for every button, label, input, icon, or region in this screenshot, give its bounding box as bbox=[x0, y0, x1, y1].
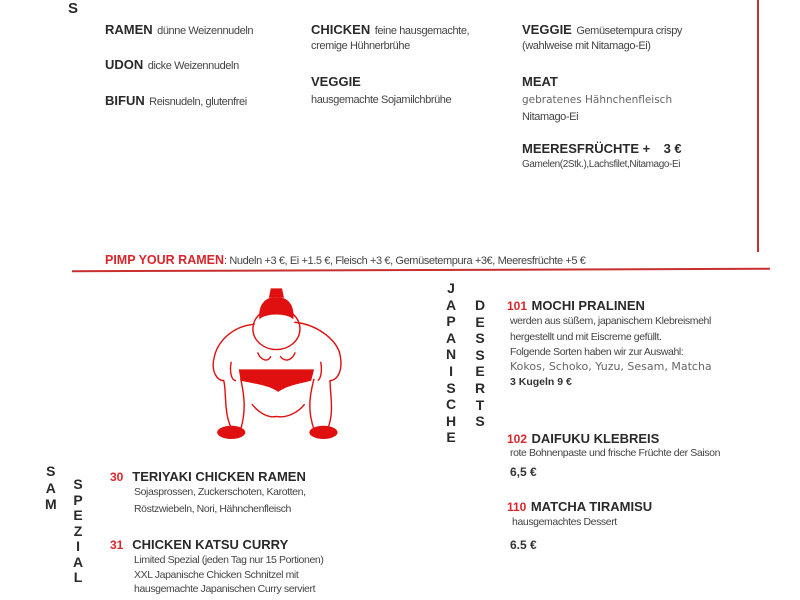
pimp-your-ramen bbox=[105, 251, 585, 269]
specials-heading-sam bbox=[45, 463, 57, 513]
item-desc: rote Bohnenpaste und frische Früchte der Saison bbox=[510, 447, 721, 459]
heading-letter: C bbox=[446, 396, 457, 413]
heading-letter: I bbox=[76, 538, 80, 554]
specials-heading-spezial bbox=[73, 477, 83, 586]
item-number: 30 bbox=[110, 470, 124, 484]
item-number: 101 bbox=[507, 299, 528, 313]
item-number: 102 bbox=[507, 432, 528, 446]
item-desc: hausgemachte Japanischen Curry serviert bbox=[134, 583, 316, 595]
pimp-label: PIMP YOUR RAMEN bbox=[105, 253, 225, 267]
heading-letter: H bbox=[446, 412, 457, 429]
desserts-heading-japanische bbox=[446, 280, 456, 446]
item-flavors: Kokos, Schoko, Yuzu, Sesam, Matcha bbox=[510, 360, 712, 373]
dessert-title-101 bbox=[507, 297, 645, 315]
item-desc: (wahlweise mit Nitamago-Ei) bbox=[522, 40, 651, 52]
item-name: CHICKEN KATSU CURRY bbox=[132, 537, 289, 552]
noodle-item-ramen bbox=[105, 21, 253, 39]
item-price: 6.5 € bbox=[510, 538, 537, 552]
heading-letter: A bbox=[45, 479, 56, 496]
item-desc: dünne Weizennudeln bbox=[157, 25, 254, 37]
item-number: 110 bbox=[507, 500, 527, 514]
heading-letter: S bbox=[446, 379, 456, 396]
item-name: MEERESFRÜCHTE + bbox=[522, 141, 651, 156]
section-heading-letter: S bbox=[68, 0, 79, 17]
heading-letter: Z bbox=[73, 522, 83, 539]
item-desc: Sojasprossen, Zuckerschoten, Karotten, bbox=[134, 486, 306, 498]
broth-item-chicken bbox=[311, 21, 469, 39]
item-desc: hausgemachtes Dessert bbox=[512, 516, 617, 528]
item-desc: hausgemachte Sojamilchbrühe bbox=[311, 94, 452, 106]
heading-letter: J bbox=[447, 280, 455, 296]
heading-letter: A bbox=[446, 329, 457, 346]
heading-letter: S bbox=[475, 346, 485, 363]
heading-letter: L bbox=[73, 569, 83, 585]
item-desc: hergestellt und mit Eiscreme gefüllt. bbox=[510, 331, 662, 343]
heading-letter: T bbox=[475, 396, 485, 413]
heading-letter: E bbox=[446, 429, 456, 446]
item-desc: Reisnudeln, glutenfrei bbox=[149, 96, 247, 108]
topping-item-veggie bbox=[522, 21, 682, 39]
special-title-30 bbox=[110, 468, 306, 486]
item-price: 3 € bbox=[663, 141, 682, 156]
item-desc: dicke Weizennudeln bbox=[147, 60, 239, 72]
item-desc: Folgende Sorten haben wir zur Auswahl: bbox=[510, 346, 684, 358]
heading-letter: P bbox=[446, 313, 456, 330]
pimp-text: : Nudeln +3 €, Ei +1.5 €, Fleisch +3 €, Gemüsetempura +3€, Meeresfrüchte +5 € bbox=[224, 255, 586, 267]
heading-letter: E bbox=[73, 507, 83, 523]
item-desc: Gemüsetempura crispy bbox=[576, 25, 683, 37]
heading-letter: A bbox=[73, 553, 84, 570]
item-desc: Limited Spezial (jeden Tag nur 15 Portionen) bbox=[134, 554, 324, 566]
item-name: DAIFUKU KLEBREIS bbox=[531, 431, 660, 446]
sumo-wrestler-illustration bbox=[203, 284, 363, 449]
item-name: BIFUN bbox=[105, 93, 145, 108]
item-name: CHICKEN bbox=[311, 22, 371, 37]
heading-letter: I bbox=[449, 362, 453, 379]
desserts-heading-desserts bbox=[475, 297, 485, 430]
item-name: UDON bbox=[105, 57, 144, 72]
item-number: 31 bbox=[110, 538, 124, 552]
item-name: VEGGIE bbox=[522, 22, 572, 37]
item-price: 3 Kugeln 9 € bbox=[510, 376, 572, 388]
broth-item-veggie: VEGGIE bbox=[311, 74, 361, 89]
heading-letter: D bbox=[475, 297, 486, 313]
topping-item-meat: MEAT bbox=[522, 74, 558, 89]
noodle-item-bifun bbox=[105, 92, 247, 110]
item-desc: gebratenes Hähnchenfleisch bbox=[522, 94, 673, 106]
heading-letter: N bbox=[446, 346, 457, 363]
frame-right-border bbox=[757, 0, 759, 252]
heading-letter: M bbox=[45, 496, 57, 513]
item-desc: Nitamago-Ei bbox=[522, 111, 579, 123]
heading-letter: P bbox=[73, 491, 83, 508]
dessert-title-110 bbox=[507, 498, 652, 516]
special-title-31 bbox=[110, 536, 288, 554]
item-desc: feine hausgemachte, bbox=[374, 25, 470, 37]
item-desc: Gamelen(2Stk.),Lachsfilet,Nitamago-Ei bbox=[522, 159, 681, 170]
item-name: RAMEN bbox=[105, 22, 153, 37]
noodle-item-udon bbox=[105, 56, 239, 74]
item-price: 6,5 € bbox=[510, 465, 537, 479]
item-desc: XXL Japanische Chicken Schnitzel mit bbox=[134, 569, 299, 581]
heading-letter: S bbox=[46, 463, 56, 479]
item-name: MOCHI PRALINEN bbox=[531, 298, 645, 313]
heading-letter: S bbox=[73, 476, 83, 492]
item-desc: werden aus süßem, japanischem Klebreismehl bbox=[510, 315, 711, 327]
heading-letter: E bbox=[475, 313, 485, 330]
heading-letter: S bbox=[475, 330, 485, 347]
heading-letter: A bbox=[446, 296, 457, 313]
item-name: MATCHA TIRAMISU bbox=[530, 499, 653, 514]
item-desc: Röstzwiebeln, Nori, Hähnchenfleisch bbox=[134, 503, 291, 515]
item-name: TERIYAKI CHICKEN RAMEN bbox=[132, 469, 306, 484]
topping-item-seafood bbox=[522, 140, 682, 158]
dessert-title-102 bbox=[507, 430, 659, 448]
heading-letter: E bbox=[475, 363, 485, 380]
heading-letter: S bbox=[475, 413, 485, 430]
heading-letter: R bbox=[475, 379, 486, 396]
item-desc: cremige Hühnerbrühe bbox=[311, 40, 410, 52]
